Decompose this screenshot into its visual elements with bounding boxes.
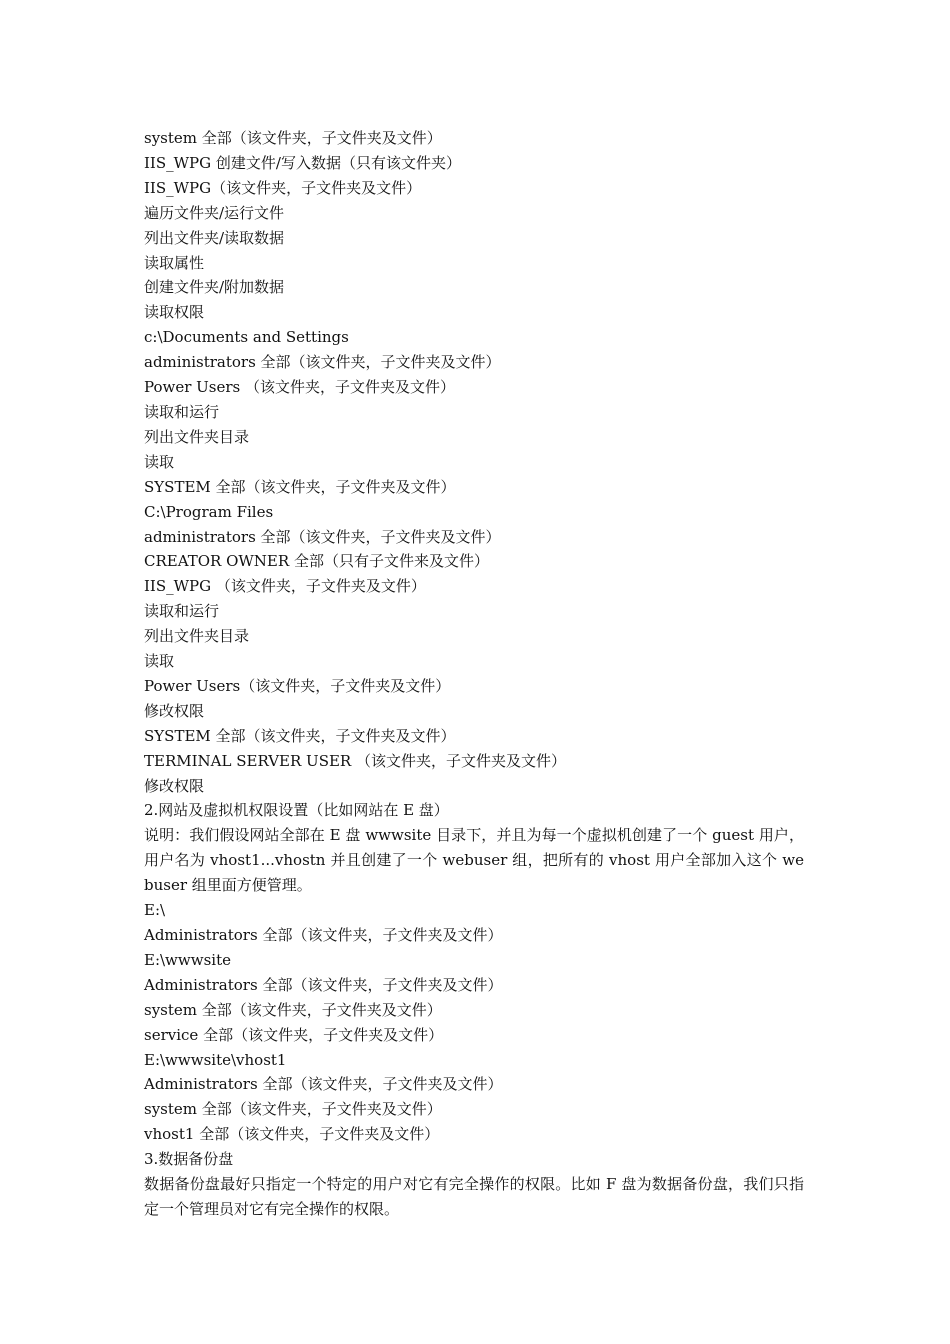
section-heading: 3.数据备份盘 (144, 1150, 234, 1169)
text-line: 修改权限 (144, 701, 205, 720)
document-body (144, 126, 804, 1222)
text-line: 读取属性 (144, 253, 205, 272)
text-line: Administrators 全部（该文件夹，子文件夹及文件） (144, 1075, 503, 1094)
text-line: TERMINAL SERVER USER （该文件夹，子文件夹及文件） (144, 751, 566, 770)
paragraph: 数据备份盘最好只指定一个特定的用户对它有完全操作的权限。比如 F 盘为数据备份盘，我们只指定一个管理员对它有完全操作的权限。 (144, 1175, 804, 1218)
text-line: administrators 全部（该文件夹，子文件夹及文件） (144, 353, 501, 372)
text-line: Administrators 全部（该文件夹，子文件夹及文件） (144, 926, 503, 944)
text-line: 读取权限 (144, 303, 205, 322)
text-line: IIS_WPG（该文件夹，子文件夹及文件） (144, 178, 422, 197)
path-heading: E:\wwwsite (144, 950, 231, 969)
text-line: 列出文件夹目录 (144, 627, 250, 646)
text-line: 修改权限 (144, 776, 205, 795)
text-line: SYSTEM 全部（该文件夹，子文件夹及文件） (144, 477, 456, 496)
text-line: SYSTEM 全部（该文件夹，子文件夹及文件） (144, 726, 456, 745)
text-line: administrators 全部（该文件夹，子文件夹及文件） (144, 527, 501, 546)
text-line: 读取 (144, 652, 175, 671)
text-line: CREATOR OWNER 全部（只有子文件来及文件） (144, 552, 489, 571)
text-line: vhost1 全部（该文件夹，子文件夹及文件） (144, 1125, 440, 1144)
text-line: IIS_WPG 创建文件/写入数据（只有该文件夹） (144, 153, 461, 172)
text-line: Power Users （该文件夹，子文件夹及文件） (144, 378, 456, 397)
text-line: 遍历文件夹/运行文件 (144, 203, 285, 222)
path-heading: E:\ (144, 901, 166, 920)
paragraph: 说明：我们假设网站全部在 E 盘 wwwsite 目录下，并且为每一个虚拟机创建了一个 guest 用户，用户名为 vhost1...vhostn 并且创建了一个 webuser 组，把所有的 vhost 用户全部加入这个 webuser 组里面方便管理。 (144, 826, 804, 895)
path-heading: c:\Documents and Settings (144, 328, 349, 347)
text-line: Power Users（该文件夹，子文件夹及文件） (144, 676, 451, 695)
text-line: system 全部（该文件夹，子文件夹及文件） (144, 1000, 442, 1019)
text-line: service 全部（该文件夹，子文件夹及文件） (144, 1025, 444, 1044)
text-line: system 全部（该文件夹，子文件夹及文件） (144, 1100, 442, 1119)
section-heading: 2.网站及虚拟机权限设置（比如网站在 E 盘） (144, 801, 449, 820)
text-line: system 全部（该文件夹，子文件夹及文件） (144, 129, 442, 147)
text-line: IIS_WPG （该文件夹，子文件夹及文件） (144, 577, 426, 596)
path-heading: C:\Program Files (144, 502, 274, 521)
text-line: 列出文件夹/读取数据 (144, 228, 285, 247)
text-line: 读取 (144, 452, 175, 471)
text-line: Administrators 全部（该文件夹，子文件夹及文件） (144, 975, 503, 994)
text-line: 创建文件夹/附加数据 (144, 278, 285, 297)
text-line: 读取和运行 (144, 602, 220, 621)
text-line: 列出文件夹目录 (144, 427, 250, 446)
path-heading: E:\wwwsite\vhost1 (144, 1050, 287, 1069)
text-line: 读取和运行 (144, 402, 220, 421)
